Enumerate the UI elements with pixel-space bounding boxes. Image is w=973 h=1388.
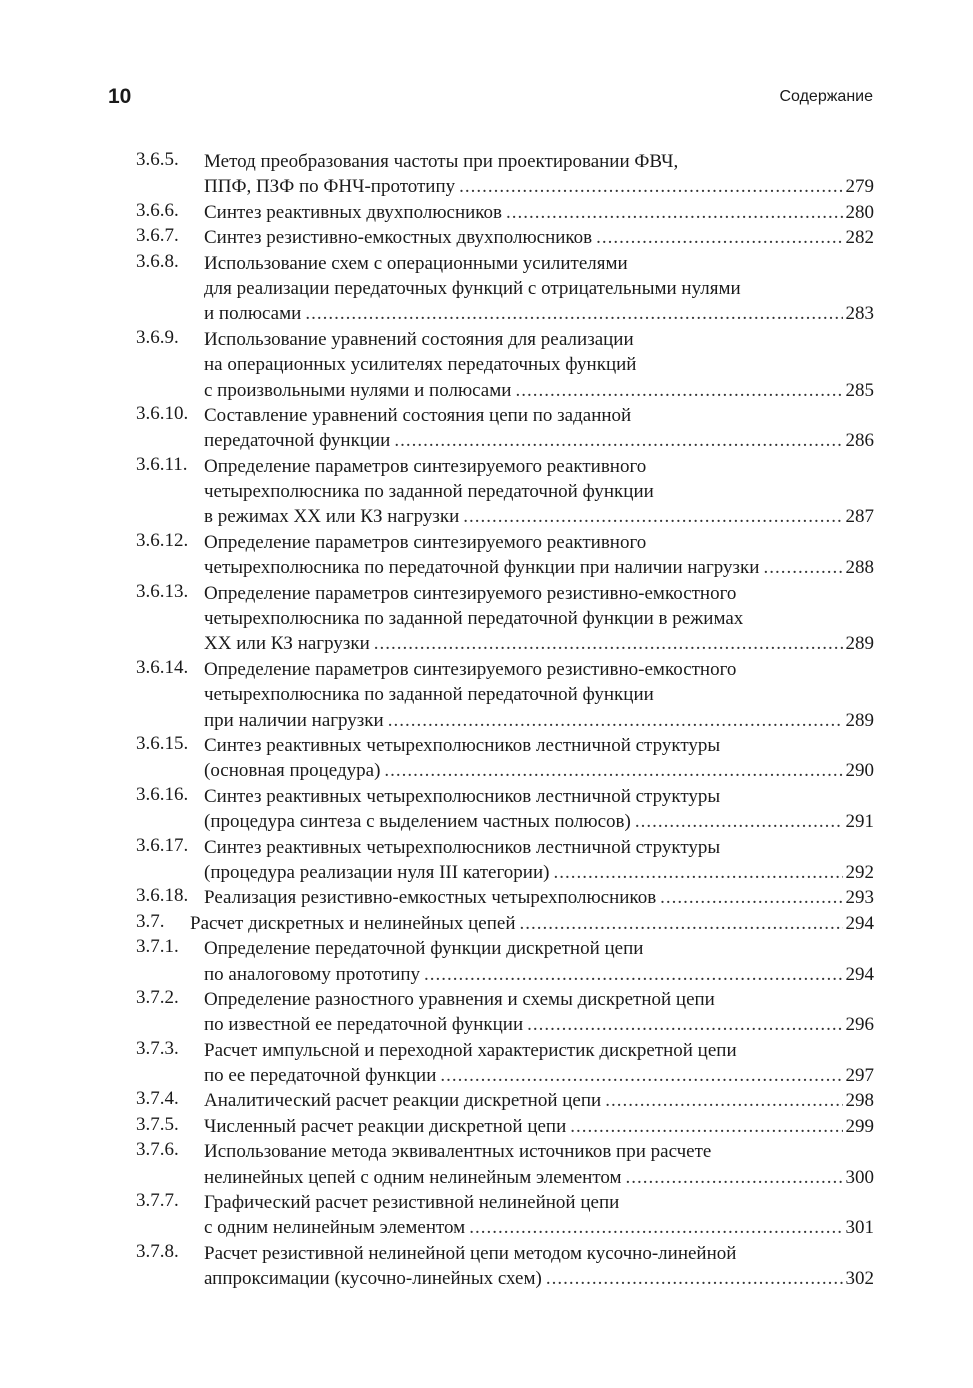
toc-entry bbox=[136, 1190, 874, 1241]
toc-entry bbox=[136, 251, 874, 327]
toc-entry-title-line: для реализации передаточных функций с отрицательными нулями bbox=[204, 277, 741, 299]
toc-entry bbox=[136, 327, 874, 403]
toc-entry-page-number: 282 bbox=[845, 227, 874, 249]
toc-entry-title-line: четырехполюсника по заданной передаточной функции в режимах bbox=[204, 608, 744, 630]
toc-entry-page-number: 300 bbox=[845, 1166, 874, 1188]
dot-leader bbox=[463, 504, 842, 529]
toc-entry-title-line: Аналитический расчет реакции дискретной цепи bbox=[204, 1090, 602, 1112]
toc-entry bbox=[136, 454, 874, 530]
toc-entry-number: 3.6.13. bbox=[136, 580, 189, 602]
dot-leader bbox=[635, 809, 843, 834]
toc-entry-page-number: 279 bbox=[845, 176, 874, 198]
toc-entry bbox=[136, 885, 874, 910]
toc-entry bbox=[136, 149, 874, 200]
toc-entry-title-line: четырехполюсника по заданной передаточной функции bbox=[204, 684, 654, 706]
toc-entry-title-line: Определение передаточной функции дискретной цепи bbox=[204, 938, 644, 960]
toc-entry-title-line: и полюсами bbox=[204, 303, 302, 325]
toc-entry-number: 3.6.15. bbox=[136, 732, 189, 754]
toc-entry bbox=[136, 835, 874, 886]
toc-entry-title-line: по известной ее передаточной функции bbox=[204, 1014, 524, 1036]
table-of-contents bbox=[136, 149, 874, 1292]
toc-entry bbox=[136, 911, 874, 936]
toc-entry-number: 3.6.11. bbox=[136, 453, 188, 475]
toc-entry-title-line: ХХ или КЗ нагрузки bbox=[204, 633, 370, 655]
toc-entry bbox=[136, 936, 874, 987]
toc-entry-page-number: 292 bbox=[845, 861, 874, 883]
toc-entry bbox=[136, 1088, 874, 1113]
toc-entry-title-line: по аналоговому прототипу bbox=[204, 963, 421, 985]
toc-entry-page-number: 289 bbox=[845, 633, 874, 655]
dot-leader bbox=[305, 301, 842, 326]
toc-entry-title-line: Использование метода эквивалентных источников при расчете bbox=[204, 1141, 712, 1163]
toc-entry-title-line: (процедура синтеза с выделением частных полюсов) bbox=[204, 811, 631, 833]
toc-entry-title-line: Определение параметров синтезируемого резистивно-емкостного bbox=[204, 582, 737, 604]
running-title: Содержание bbox=[779, 88, 873, 105]
dot-leader bbox=[459, 174, 842, 199]
dot-leader bbox=[527, 1012, 842, 1037]
dot-leader bbox=[546, 1266, 843, 1291]
dot-leader bbox=[469, 1215, 842, 1240]
toc-entry bbox=[136, 1038, 874, 1089]
dot-leader bbox=[424, 962, 842, 987]
toc-entry-title-line: Синтез резистивно-емкостных двухполюсников bbox=[204, 227, 593, 249]
toc-entry-title-line: нелинейных цепей с одним нелинейным элементом bbox=[204, 1166, 622, 1188]
toc-entry-title-line: (процедура реализации нуля III категории) bbox=[204, 861, 550, 883]
dot-leader bbox=[660, 885, 842, 910]
toc-entry-title-line: на операционных усилителях передаточных функций bbox=[204, 354, 637, 376]
toc-entry-number: 3.6.12. bbox=[136, 529, 189, 551]
toc-entry-title-line: передаточной функции bbox=[204, 430, 391, 452]
toc-entry-title-line: Составление уравнений состояния цепи по заданной bbox=[204, 404, 632, 426]
toc-entry-number: 3.6.16. bbox=[136, 783, 189, 805]
toc-entry-page-number: 301 bbox=[845, 1217, 874, 1239]
dot-leader bbox=[506, 200, 842, 225]
toc-entry bbox=[136, 733, 874, 784]
toc-entry-number: 3.6.6. bbox=[136, 199, 179, 221]
toc-entry-title-line: по ее передаточной функции bbox=[204, 1065, 437, 1087]
toc-entry-number: 3.6.14. bbox=[136, 656, 189, 678]
toc-entry-page-number: 298 bbox=[845, 1090, 874, 1112]
toc-entry bbox=[136, 1241, 874, 1292]
toc-entry-title-line: Синтез реактивных четырехполюсников лестничной структуры bbox=[204, 836, 721, 858]
toc-entry-title-line: Определение параметров синтезируемого реактивного bbox=[204, 531, 647, 553]
toc-entry-title-line: в режимах ХХ или КЗ нагрузки bbox=[204, 506, 460, 528]
dot-leader bbox=[553, 860, 842, 885]
toc-entry-number: 3.6.10. bbox=[136, 402, 189, 424]
toc-entry bbox=[136, 581, 874, 657]
toc-entry-page-number: 289 bbox=[845, 709, 874, 731]
toc-entry-title-line: четырехполюсника по заданной передаточной функции bbox=[204, 481, 654, 503]
toc-entry-title-line: ППФ, ПЗФ по ФНЧ-прототипу bbox=[204, 176, 456, 198]
toc-entry-title-line: Численный расчет реакции дискретной цепи bbox=[204, 1115, 567, 1137]
toc-entry-title-line: при наличии нагрузки bbox=[204, 709, 384, 731]
toc-entry-page-number: 293 bbox=[845, 887, 874, 909]
toc-entry-page-number: 285 bbox=[845, 379, 874, 401]
toc-entry-number: 3.7.4. bbox=[136, 1088, 179, 1110]
toc-entry-number: 3.7.8. bbox=[136, 1240, 179, 1262]
toc-entry bbox=[136, 784, 874, 835]
toc-entry-number: 3.6.5. bbox=[136, 149, 179, 170]
toc-entry-page-number: 288 bbox=[845, 557, 874, 579]
dot-leader bbox=[440, 1063, 842, 1088]
toc-entry-title-line: Синтез реактивных четырехполюсников лестничной структуры bbox=[204, 734, 721, 756]
toc-entry-title-line: (основная процедура) bbox=[204, 760, 381, 782]
dot-leader bbox=[520, 911, 843, 936]
toc-entry-title-line: четырехполюсника по передаточной функции при наличии нагрузки bbox=[204, 557, 760, 579]
toc-entry-page-number: 280 bbox=[845, 201, 874, 223]
toc-entry-title-line: Расчет дискретных и нелинейных цепей bbox=[190, 912, 516, 934]
dot-leader bbox=[374, 631, 843, 656]
dot-leader bbox=[626, 1165, 843, 1190]
dot-leader bbox=[515, 378, 842, 403]
toc-entry-number: 3.6.17. bbox=[136, 834, 189, 856]
toc-entry-page-number: 294 bbox=[845, 912, 874, 934]
toc-entry bbox=[136, 1114, 874, 1139]
toc-entry-page-number: 296 bbox=[845, 1014, 874, 1036]
dot-leader bbox=[596, 225, 842, 250]
page-number: 10 bbox=[108, 85, 132, 108]
toc-entry-page-number: 287 bbox=[845, 506, 874, 528]
toc-entry-title-line: Реализация резистивно-емкостных четырехполюсников bbox=[204, 887, 657, 909]
toc-entry bbox=[136, 200, 874, 225]
dot-leader bbox=[388, 708, 843, 733]
toc-entry-title-line: Использование схем с операционными усилителями bbox=[204, 252, 628, 274]
toc-entry bbox=[136, 225, 874, 250]
toc-entry-number: 3.7.7. bbox=[136, 1190, 179, 1212]
toc-entry-number: 3.6.9. bbox=[136, 326, 179, 348]
toc-entry-title-line: Метод преобразования частоты при проектировании ФВЧ, bbox=[204, 151, 679, 172]
toc-entry-page-number: 283 bbox=[845, 303, 874, 325]
toc-entry bbox=[136, 530, 874, 581]
dot-leader bbox=[384, 758, 842, 783]
toc-entry-number: 3.6.8. bbox=[136, 250, 179, 272]
toc-entry-title-line: Использование уравнений состояния для реализации bbox=[204, 328, 634, 350]
toc-entry bbox=[136, 657, 874, 733]
toc-entry-page-number: 290 bbox=[845, 760, 874, 782]
toc-entry-number: 3.7.2. bbox=[136, 986, 179, 1008]
dot-leader bbox=[605, 1088, 842, 1113]
dot-leader bbox=[570, 1114, 842, 1139]
toc-entry-title-line: аппроксимации (кусочно-линейных схем) bbox=[204, 1268, 542, 1290]
toc-entry-title-line: Определение параметров синтезируемого резистивно-емкостного bbox=[204, 658, 737, 680]
toc-entry-number: 3.7. bbox=[136, 910, 165, 932]
toc-entry-title-line: Расчет импульсной и переходной характеристик дискретной цепи bbox=[204, 1039, 737, 1061]
toc-entry-number: 3.6.7. bbox=[136, 225, 179, 247]
dot-leader bbox=[763, 555, 842, 580]
toc-entry-title-line: Синтез реактивных четырехполюсников лестничной структуры bbox=[204, 785, 721, 807]
toc-entry bbox=[136, 1139, 874, 1190]
toc-entry-title-line: Определение параметров синтезируемого реактивного bbox=[204, 455, 647, 477]
toc-entry bbox=[136, 987, 874, 1038]
toc-entry-title-line: Расчет резистивной нелинейной цепи методом кусочно-линейной bbox=[204, 1242, 737, 1264]
toc-entry-number: 3.7.1. bbox=[136, 936, 179, 958]
toc-entry-number: 3.7.3. bbox=[136, 1037, 179, 1059]
toc-entry-page-number: 291 bbox=[845, 811, 874, 833]
dot-leader bbox=[394, 428, 842, 453]
toc-entry-page-number: 299 bbox=[845, 1115, 874, 1137]
toc-entry-number: 3.6.18. bbox=[136, 885, 189, 907]
toc-entry-title-line: Синтез реактивных двухполюсников bbox=[204, 201, 503, 223]
toc-entry-number: 3.7.5. bbox=[136, 1113, 179, 1135]
toc-entry-page-number: 297 bbox=[845, 1065, 874, 1087]
toc-entry bbox=[136, 403, 874, 454]
toc-entry-page-number: 286 bbox=[845, 430, 874, 452]
toc-entry-title-line: Определение разностного уравнения и схемы дискретной цепи bbox=[204, 988, 715, 1010]
toc-entry-title-line: с одним нелинейным элементом bbox=[204, 1217, 466, 1239]
toc-entry-title-line: Графический расчет резистивной нелинейной цепи bbox=[204, 1192, 620, 1214]
toc-entry-page-number: 302 bbox=[845, 1268, 874, 1290]
toc-entry-title-line: с произвольными нулями и полюсами bbox=[204, 379, 512, 401]
toc-entry-page-number: 294 bbox=[845, 963, 874, 985]
toc-entry-number: 3.7.6. bbox=[136, 1139, 179, 1161]
